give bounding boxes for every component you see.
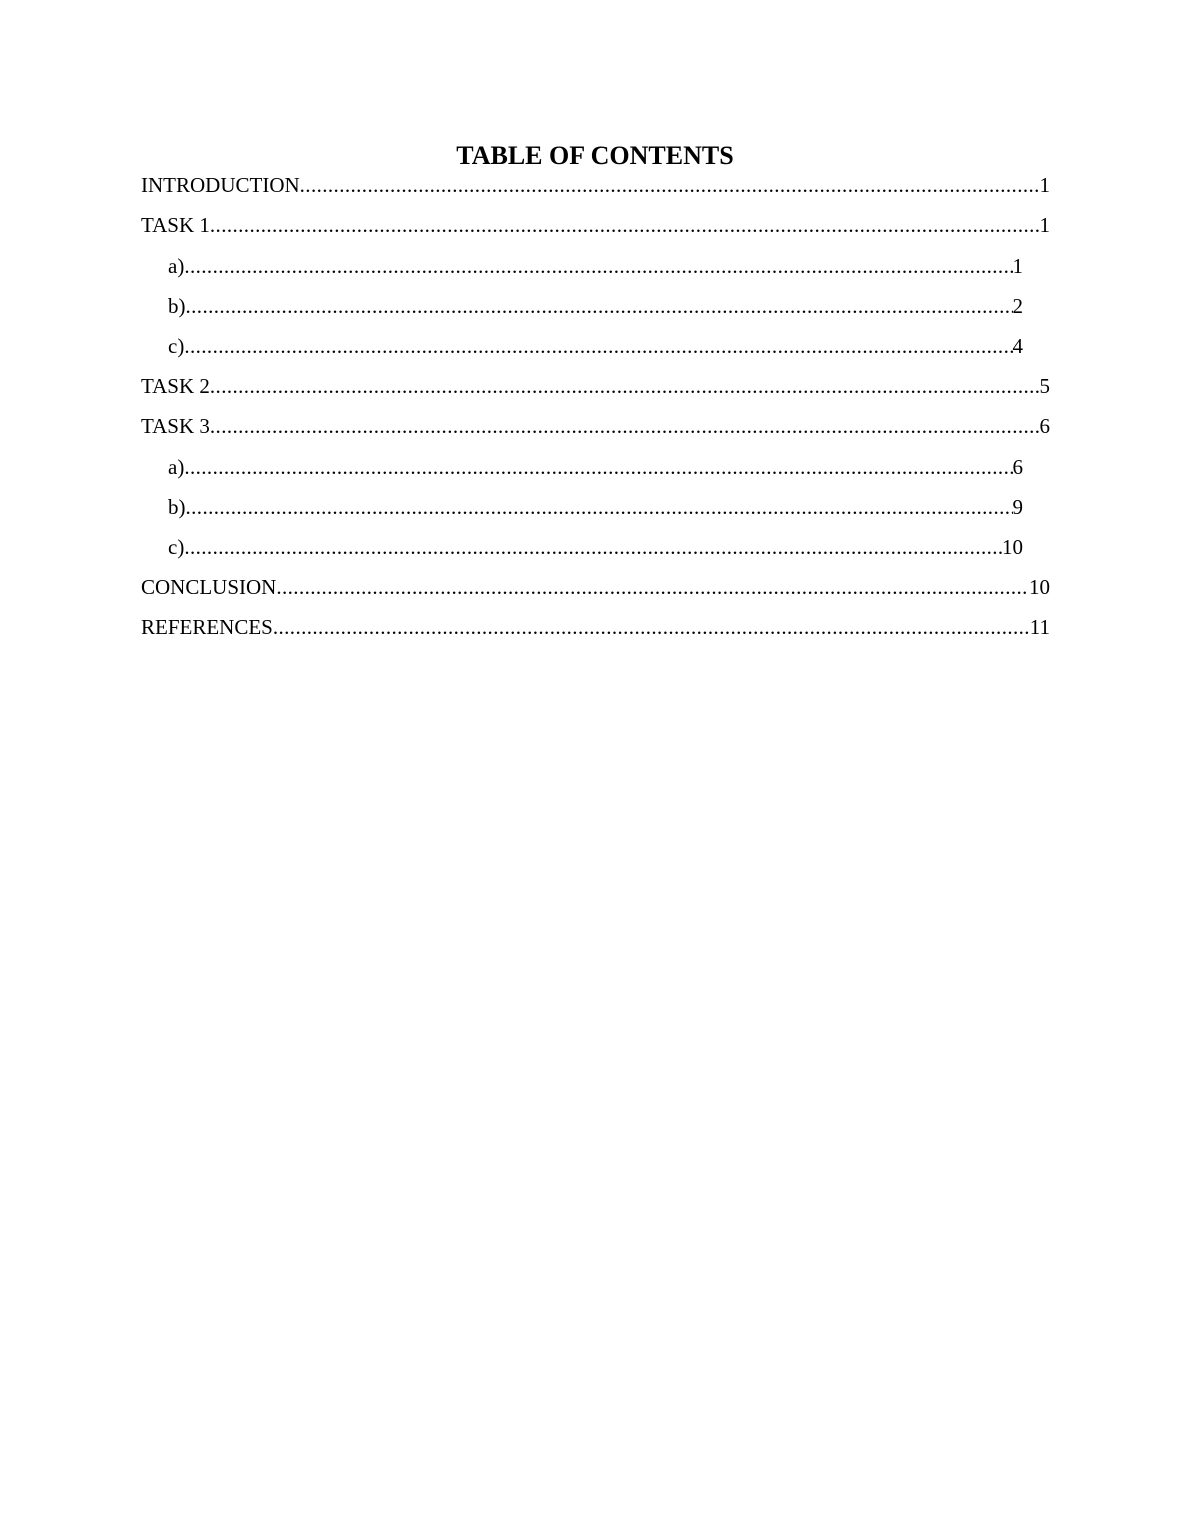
toc-entry-task-3[interactable] (141, 413, 1050, 439)
toc-dot-leader (300, 172, 1040, 198)
toc-entry-references[interactable] (141, 614, 1050, 640)
toc-entry-label: c) (168, 535, 185, 559)
toc-dot-leader (184, 534, 1002, 560)
toc-entry-label: b) (168, 294, 186, 318)
toc-entry-label: TASK 3 (141, 414, 210, 438)
toc-entry-task-2[interactable] (141, 373, 1050, 399)
toc-page-number: 1 (1039, 173, 1050, 197)
toc-entry-task-3-b[interactable] (168, 494, 1023, 520)
toc-entry-label: TASK 2 (141, 374, 210, 398)
toc-entry-task-1-b[interactable] (168, 293, 1023, 319)
toc-title: TABLE OF CONTENTS (456, 141, 734, 170)
toc-entry-label: a) (168, 455, 185, 479)
toc-entry-task-1-a[interactable] (168, 253, 1023, 279)
toc-entry-introduction[interactable] (141, 172, 1050, 198)
toc-page-number: 2 (1012, 294, 1023, 318)
toc-page-number: 9 (1012, 495, 1023, 519)
toc-entry-task-3-c[interactable] (168, 534, 1023, 560)
toc-dot-leader (210, 212, 1040, 238)
toc-page-number: 4 (1012, 334, 1023, 358)
toc-dot-leader (184, 333, 1012, 359)
toc-entry-task-1-c[interactable] (168, 333, 1023, 359)
toc-entry-label: c) (168, 334, 185, 358)
toc-entry-task-3-a[interactable] (168, 454, 1023, 480)
toc-page-number: 1 (1012, 254, 1023, 278)
toc-page-number: 10 (1029, 575, 1050, 599)
toc-entry-label: INTRODUCTION (141, 173, 300, 197)
toc-entry-label: b) (168, 495, 186, 519)
toc-page-number: 11 (1029, 615, 1050, 639)
toc-dot-leader (186, 494, 1013, 520)
toc-page-number: 10 (1002, 535, 1023, 559)
toc-dot-leader (186, 293, 1013, 319)
toc-dot-leader (210, 413, 1040, 439)
toc-dot-leader (184, 454, 1012, 480)
toc-dot-leader (184, 253, 1012, 279)
toc-entry-label: REFERENCES (141, 615, 273, 639)
toc-entry-label: a) (168, 254, 185, 278)
toc-page-number: 5 (1039, 374, 1050, 398)
toc-dot-leader (276, 574, 1029, 600)
toc-entry-conclusion[interactable] (141, 574, 1050, 600)
toc-page-number: 6 (1012, 455, 1023, 479)
toc-entry-task-1[interactable] (141, 212, 1050, 238)
toc-page-number: 6 (1039, 414, 1050, 438)
toc-entry-label: TASK 1 (141, 213, 210, 237)
toc-dot-leader (210, 373, 1040, 399)
toc-entry-label: CONCLUSION (141, 575, 277, 599)
toc-dot-leader (273, 614, 1030, 640)
toc-page-number: 1 (1039, 213, 1050, 237)
